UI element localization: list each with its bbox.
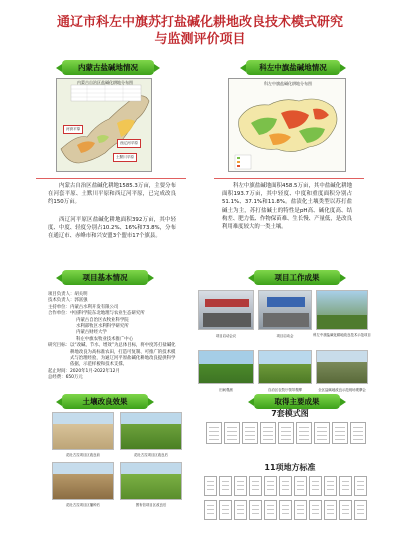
progress-caption: 全区盐碱地改良示范现场观摩会	[318, 388, 366, 392]
kzz-map-graphic	[229, 79, 346, 172]
info-row: 水利部牧区水利科学研究所	[76, 324, 129, 330]
imc-map-caption: 内蒙古自治区盐碱化耕地分布图	[77, 80, 133, 85]
soil-photo	[120, 462, 182, 500]
model-diagram-doc	[332, 422, 348, 444]
standard-doc	[324, 476, 337, 496]
info-row: 总经费： 650万元	[48, 375, 83, 381]
standard-doc	[279, 500, 292, 520]
info-row: 技术负责人： 郭富强	[48, 298, 88, 304]
model-diagram-doc	[296, 422, 312, 444]
model-diagram-doc	[206, 422, 222, 444]
standard-doc	[279, 476, 292, 496]
model-diagram-doc	[242, 422, 258, 444]
soil-photo	[120, 412, 182, 450]
progress-photo	[258, 350, 312, 384]
info-row: 项目负责人： 胡关明	[48, 292, 88, 297]
section-header-kzz: 科左中旗盐碱地情况	[246, 60, 340, 75]
model-diagram-doc	[224, 422, 240, 444]
standard-doc	[204, 500, 217, 520]
standard-doc	[339, 476, 352, 496]
model-diagram-doc	[350, 422, 366, 444]
map-label-xiliaohe: 西辽河平原	[117, 139, 141, 148]
poster-title	[0, 14, 400, 48]
progress-photo	[316, 350, 368, 384]
model-diagram-doc	[278, 422, 294, 444]
progress-caption: 项目启动会	[276, 334, 294, 338]
soil-photo	[52, 412, 114, 450]
progress-caption: 自治区农牧厅领导观摩	[268, 388, 302, 392]
divider-right	[214, 178, 364, 179]
kzz-saline-map	[228, 78, 346, 172]
soil-caption: 花吐古拉项目区改良前	[66, 453, 100, 457]
section-header-basic: 项目基本情况	[62, 270, 148, 285]
model-diagram-doc	[314, 422, 330, 444]
progress-caption: 项目启动会议	[215, 334, 237, 338]
info-row: 主持单位： 内蒙古水利开发有限公司	[48, 304, 119, 310]
imc-saline-map	[56, 78, 152, 172]
model-diagram-doc	[260, 422, 276, 444]
progress-photo	[198, 350, 254, 384]
progress-caption: 田间观测	[219, 388, 233, 392]
standard-doc	[249, 476, 262, 496]
kzz-map-caption: 科左中旗盐碱化耕地分布图	[264, 81, 312, 86]
standard-doc	[294, 500, 307, 520]
standard-doc	[249, 500, 262, 520]
info-row: 内蒙古自治区农牧业科学院	[76, 317, 129, 323]
standard-doc	[204, 476, 217, 496]
info-row: 科左中旗农牧业技术推广中心	[76, 336, 134, 342]
standard-doc	[354, 476, 367, 496]
soil-caption: 图布信项目区改良后	[135, 503, 167, 507]
standard-doc	[264, 476, 277, 496]
standard-doc	[234, 476, 247, 496]
title-line2: 与监测评价项目	[154, 32, 246, 47]
results-models-title: 7套模式图	[271, 409, 309, 418]
kzz-paragraph-1: 科左中旗盐碱地面积458.5万亩，其中盐碱化耕地面积193.7万亩，其中轻度、中度和重度面积分别占51.1%、37.1%和11.8%。盐渍化土壤类型以苏打盐碱土为主，苏打盐碱土的特性是pH高、碱化度高、结构差、肥力低、作物保苗难、生长慢、产量低，是改良利用难度较大的一类土壤。	[222, 183, 352, 231]
map-label-tumochuan: 土默川平原	[113, 153, 137, 162]
standard-doc	[219, 500, 232, 520]
soil-photo	[52, 462, 114, 500]
section-header-results: 取得主要成果	[254, 394, 340, 409]
soil-caption: 花吐古拉项目区改良后	[134, 453, 168, 457]
standard-doc	[354, 500, 367, 520]
standard-doc	[309, 500, 322, 520]
progress-caption: 科左中旗盐碱化耕地改良技术示范项目	[313, 333, 371, 337]
standard-doc	[294, 476, 307, 496]
imc-paragraph-1: 内蒙古自治区盐碱化耕地1585.3万亩，主要分布在河套平原、土默川平原和西辽河平原，已完成改良约150万亩。	[48, 183, 176, 206]
project-info	[48, 292, 178, 382]
progress-photo	[198, 290, 254, 330]
section-header-progress: 项目工作成果	[254, 270, 340, 285]
title-line1: 通辽市科左中旗苏打盐碱化耕地改良技术模式研究	[56, 15, 343, 30]
standard-doc	[264, 500, 277, 520]
info-row: 内蒙古财经大学	[76, 330, 107, 336]
soil-caption: 花吐古拉项目区播种后	[66, 503, 100, 507]
map-label-hetao: 河套平原	[63, 125, 83, 134]
standard-doc	[219, 476, 232, 496]
standard-doc	[339, 500, 352, 520]
info-row: 合作单位： 中国科学院东北地理与农业生态研究所	[48, 311, 145, 317]
standard-doc	[234, 500, 247, 520]
progress-photo	[316, 290, 368, 330]
divider-left	[36, 178, 186, 179]
info-row: 研究目标： 以“改碱、节水、增效”为总体目标，将中度苏打盐碱化耕地改良为高标准农田，打造可复制、可推广的技术模式与治理经验，为通辽河平原盐碱化耕地改良提供科学依据，示范样板和技术支撑。	[48, 343, 176, 368]
info-row: 起止时间： 2020年1月-2022年12月	[48, 368, 120, 374]
progress-photo	[258, 290, 312, 330]
imc-paragraph-2: 西辽河平原区盐碱化耕地面积392万亩，其中轻度、中度、轻度分别占10.2%、16%和73.8%，分布在通辽市、赤峰市和兴安盟3个盟市17个旗县。	[48, 217, 176, 240]
standard-doc	[309, 476, 322, 496]
section-header-soil: 土壤改良效果	[62, 394, 148, 409]
section-header-imc: 内蒙古盐碱地情况	[62, 60, 154, 75]
standard-doc	[324, 500, 337, 520]
results-standards-title: 11项地方标准	[264, 463, 316, 472]
